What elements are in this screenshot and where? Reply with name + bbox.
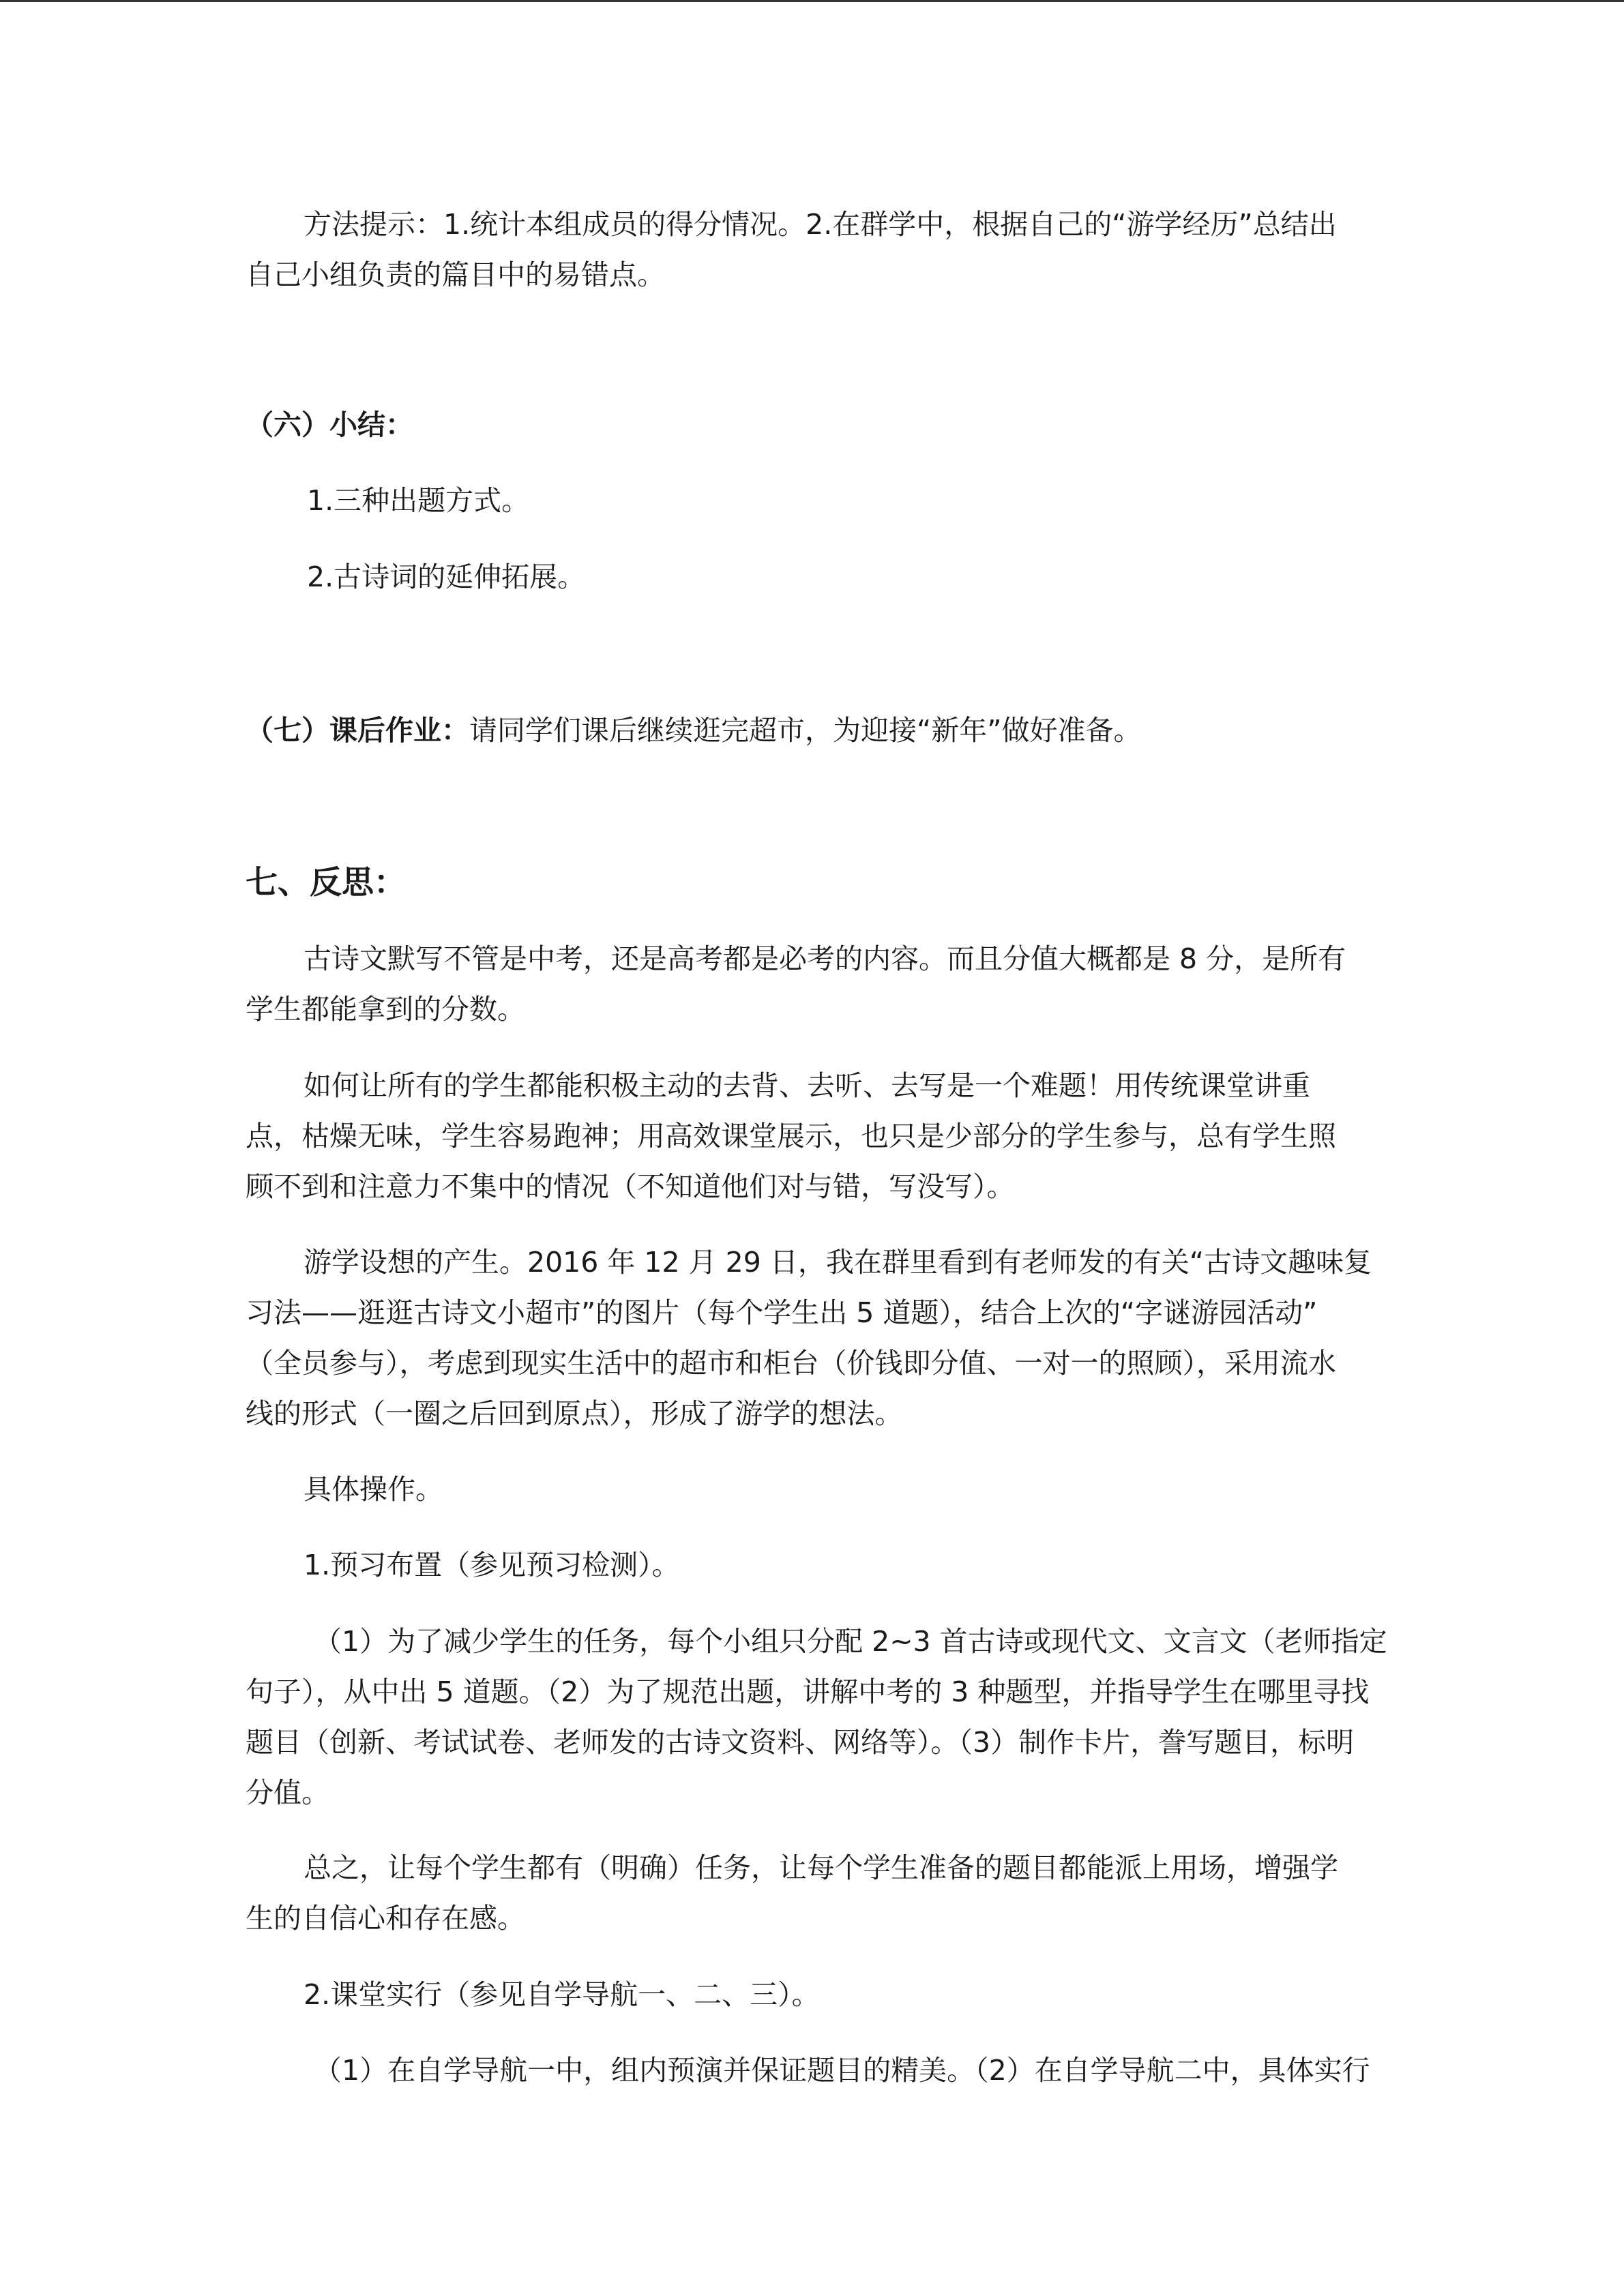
- method-hint-line-1: 方法提示：1.统计本组成员的得分情况。2.在群学中，根据自己的“游学经历”总结出: [304, 208, 1337, 241]
- reflection-p2-line-3: 顾不到和注意力不集中的情况（不知道他们对与错，写没写）。: [246, 1170, 1015, 1203]
- method-hint-line-2: 自己小组负责的篇目中的易错点。: [246, 258, 665, 291]
- reflection-p5: 1.预习布置（参见预习检测）。: [304, 1549, 680, 1581]
- reflection-p7-line-2: 生的自信心和存在感。: [246, 1902, 525, 1935]
- reflection-p3-line-2: 习法——逛逛古诗文小超市”的图片（每个学生出 5 道题），结合上次的“字谜游园活动”: [246, 1296, 1318, 1329]
- reflection-p1-line-1: 古诗文默写不管是中考，还是高考都是必考的内容。而且分值大概都是 8 分，是所有: [304, 942, 1346, 975]
- reflection-p1-line-2: 学生都能拿到的分数。: [246, 993, 525, 1026]
- reflection-p4: 具体操作。: [304, 1473, 443, 1506]
- reflection-p3-line-3: （全员参与），考虑到现实生活中的超市和柜台（价钱即分值、一对一的照顾），采用流水: [246, 1347, 1336, 1380]
- reflection-p8: 2.课堂实行（参见自学导航一、二、三）。: [304, 1978, 820, 2011]
- reflection-p2-line-1: 如何让所有的学生都能积极主动的去背、去听、去写是一个难题！用传统课堂讲重: [304, 1069, 1310, 1102]
- reflection-p3-line-4: 线的形式（一圈之后回到原点），形成了游学的想法。: [246, 1397, 903, 1430]
- homework-paragraph: [246, 711, 1141, 749]
- homework-text: 请同学们课后继续逛完超市，为迎接“新年”做好准备。: [469, 714, 1142, 747]
- reflection-p7-line-1: 总之，让每个学生都有（明确）任务，让每个学生准备的题目都能派上用场，增强学: [304, 1851, 1338, 1884]
- summary-heading: （六）小结：: [246, 408, 413, 441]
- reflection-p9-line-1: （1）在自学导航一中，组内预演并保证题目的精美。（2）在自学导航二中，具体实行: [314, 2054, 1370, 2087]
- summary-item-2: 2.古诗词的延伸拓展。: [307, 561, 586, 593]
- reflection-p6-line-2: 句子），从中出 5 道题。（2）为了规范出题，讲解中考的 3 种题型，并指导学生在哪里寻找: [246, 1675, 1370, 1708]
- reflection-p3-line-1: 游学设想的产生。2016 年 12 月 29 日，我在群里看到有老师发的有关“古诗文趣味复: [304, 1246, 1372, 1279]
- summary-item-1: 1.三种出题方式。: [307, 484, 530, 517]
- homework-label: （七）课后作业：: [246, 714, 469, 747]
- reflection-p6-line-3: 题目（创新、考试试卷、老师发的古诗文资料、网络等）。（3）制作卡片，誊写题目，标明: [246, 1726, 1355, 1759]
- reflection-heading: 七、反思：: [246, 864, 406, 901]
- reflection-p6-line-4: 分值。: [246, 1776, 329, 1809]
- reflection-p2-line-2: 点，枯燥无味，学生容易跑神；用高效课堂展示，也只是少部分的学生参与，总有学生照: [246, 1120, 1336, 1152]
- reflection-p6-line-1: （1）为了减少学生的任务，每个小组只分配 2~3 首古诗或现代文、文言文（老师指定: [314, 1625, 1387, 1658]
